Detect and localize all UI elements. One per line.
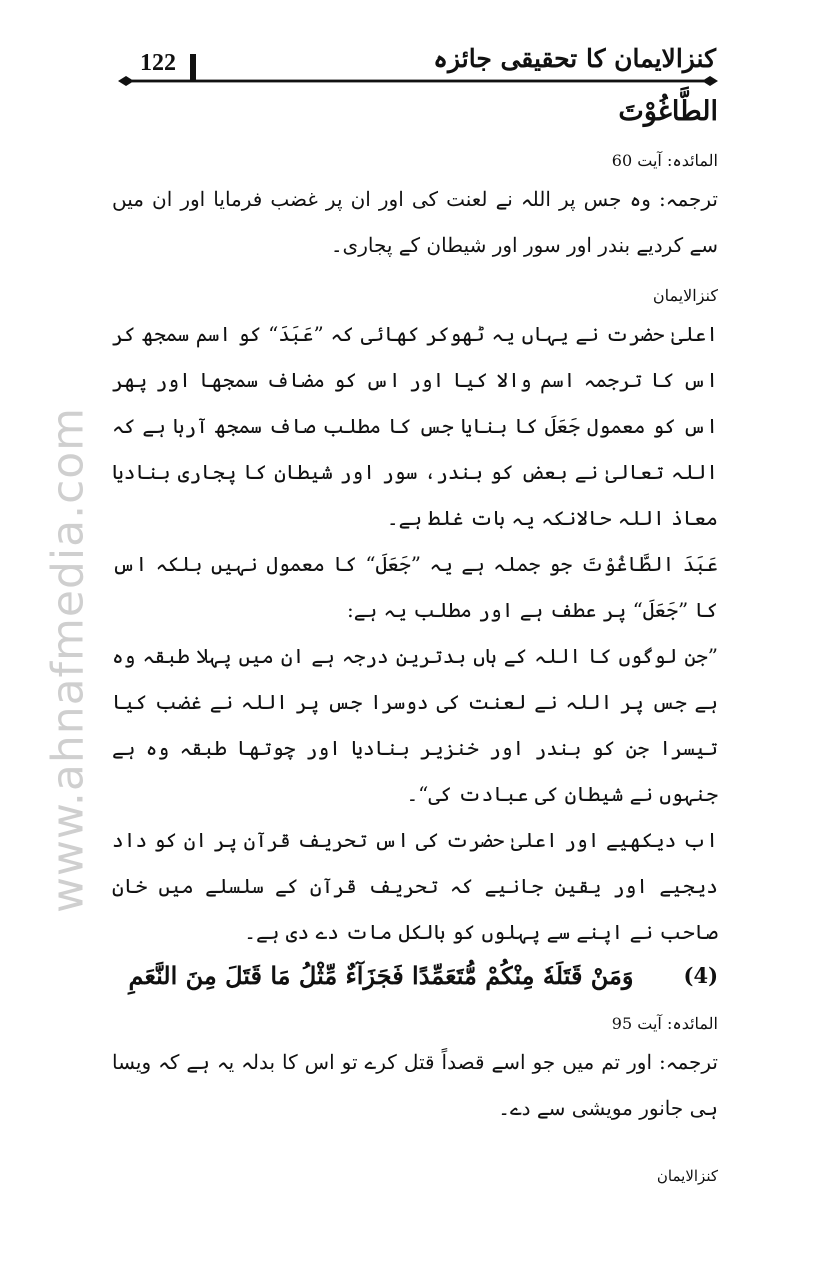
section-term: الطَّاغُوْتَ <box>618 96 718 127</box>
verse-reference: المائدہ: آیت 95 <box>611 1014 718 1033</box>
page-body <box>112 86 718 1185</box>
commentary-paragraph: اعلیٰ حضرت نے یہاں یہ ٹھوکر کھائی کہ ”عَبَدَ“ کو اسم سمجھ کر اس کا ترجمہ اسم والا کیا اور اس کو مضاف سمجھا اور پھر اس کو معمول جَعَلَ کا بنایا جس کا مطلب صاف سمجھ آرہا ہے کہ اللہ تعالیٰ نے بعض کو بندر، سور اور شیطان کا پجاری بنادیا معاذ اللہ حالانکہ یہ بات غلط ہے۔ <box>112 322 718 530</box>
quote-paragraph: ”جن لوگوں کا اللہ کے ہاں بدترین درجہ ہے ان میں پہلا طبقہ وہ ہے جس پر اللہ نے لعنت کی دوسرا جس پر اللہ نے غضب کیا تیسرا جن کو بندر اور خنزیر بنادیا اور چوتھا طبقہ وہ ہے جنہوں نے شیطان کی عبادت کی“۔ <box>112 644 718 806</box>
translation-paragraph: ترجمہ: وہ جس پر اللہ نے لعنت کی اور ان پر غضب فرمایا اور ان میں سے کردیے بندر اور سور اور شیطان کے پجاری۔ <box>112 187 718 257</box>
source-label: کنزالایمان <box>652 286 718 305</box>
verse-reference: المائدہ: آیت 60 <box>611 151 718 170</box>
verse-line <box>112 961 718 990</box>
page-number: 122 <box>140 50 176 76</box>
watermark-text: www.ahnafmedia.com <box>42 406 94 914</box>
verse-number: (4) <box>683 963 718 988</box>
verse-arabic-text: وَمَنْ قَتَلَهٗ مِنْكُمْ مُّتَعَمِّدًا فَجَزَآءٌ مِّثْلُ مَا قَتَلَ مِنَ النَّعَمِ <box>128 961 634 990</box>
explanation-paragraph: عَبَدَ الطَّاغُوْتَ جو جملہ ہے یہ ”جَعَلَ“ کا معمول نہیں بلکہ اس کا ”جَعَلَ“ پر عطف ہے اور مطلب یہ ہے: <box>112 552 718 622</box>
translation-paragraph: ترجمہ: اور تم میں جو اسے قصداً قتل کرے تو اس کا بدلہ یہ ہے کہ ویسا ہی جانور مویشی سے دے۔ <box>112 1050 718 1120</box>
running-title: کنزالایمان کا تحقیقی جائزہ <box>433 44 716 73</box>
conclusion-paragraph: اب دیکھیے اور اعلیٰ حضرت کی اس تحریف قرآن پر ان کو داد دیجیے اور یقین جانیے کہ تحریف قرآن کے سلسلے میں خان صاحب نے اپنے سے پہلوں کو بالکل مات دے دی ہے۔ <box>112 828 718 944</box>
source-label: کنزالایمان <box>656 1167 718 1185</box>
